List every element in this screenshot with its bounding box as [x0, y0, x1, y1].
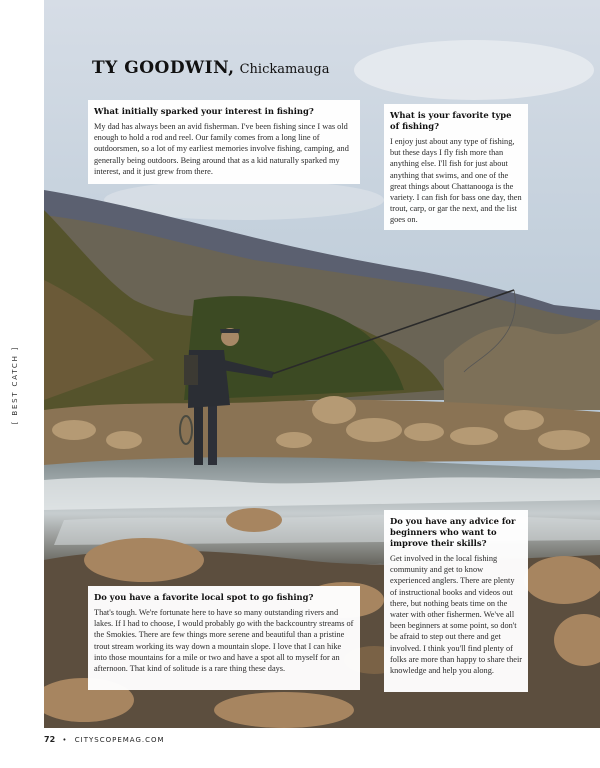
qa-answer: Get involved in the local fishing community and get to know experienced anglers. There are plenty of instructional books and videos out there, but nothing beats time on the water with other fishermen. We've all been beginners at some point, so don't be afraid to step out there and get involved. I think you'll find plenty of folks are more than happy to share their knowledge and help you along. [390, 554, 523, 676]
qa-answer: That's tough. We're fortunate here to have so many outstanding rivers and lakes. If I had to choose, I would probably go with the backcountry streams of the Smokies. There are few things more serene and beautiful than a pristine trout stream working its way down a mountain slope. I love that I can hike into those mountains for a mile or two and have a spot all to myself for an afternoon. That kind of solitude is a rare thing these days. [94, 608, 354, 674]
qa-box-favorite-type [384, 104, 528, 230]
site-url[interactable]: CITYSCOPEMAG.COM [74, 736, 165, 744]
qa-question: Do you have any advice for beginners who want to improve their skills? [390, 516, 516, 548]
qa-box-favorite-spot [88, 586, 360, 690]
profile-headline [92, 58, 330, 78]
qa-question: What is your favorite type of fishing? [390, 110, 512, 131]
section-tag: [ BEST CATCH ] [11, 345, 19, 425]
qa-question: What initially sparked your interest in fishing? [94, 106, 314, 116]
page-number: 72 [44, 735, 56, 744]
qa-box-interest [88, 100, 360, 184]
profile-name: TY GOODWIN, [92, 58, 235, 78]
page-footer [44, 735, 165, 744]
profile-city: Chickamauga [239, 62, 330, 77]
qa-box-beginner-advice [384, 510, 528, 692]
qa-answer: I enjoy just about any type of fishing, but these days I fly fish more than anything else. I'll fish for just about anything that swims, and one of the great things about Chattanooga is the variety. I can fish for bass one day, then trout, carp, or gar the next, and the list goes on. [390, 137, 522, 225]
footer-separator: • [62, 736, 68, 744]
qa-question: Do you have a favorite local spot to go fishing? [94, 592, 314, 602]
qa-answer: My dad has always been an avid fisherman. I've been fishing since I was old enough to hold a rod and reel. Our family comes from a long line of outdoorsmen, so a lot of my earliest memories involve fishing, camping, and generally being outdoors. Being around that as a kid naturally sparked my interest, and it just grew from there. [94, 122, 349, 176]
